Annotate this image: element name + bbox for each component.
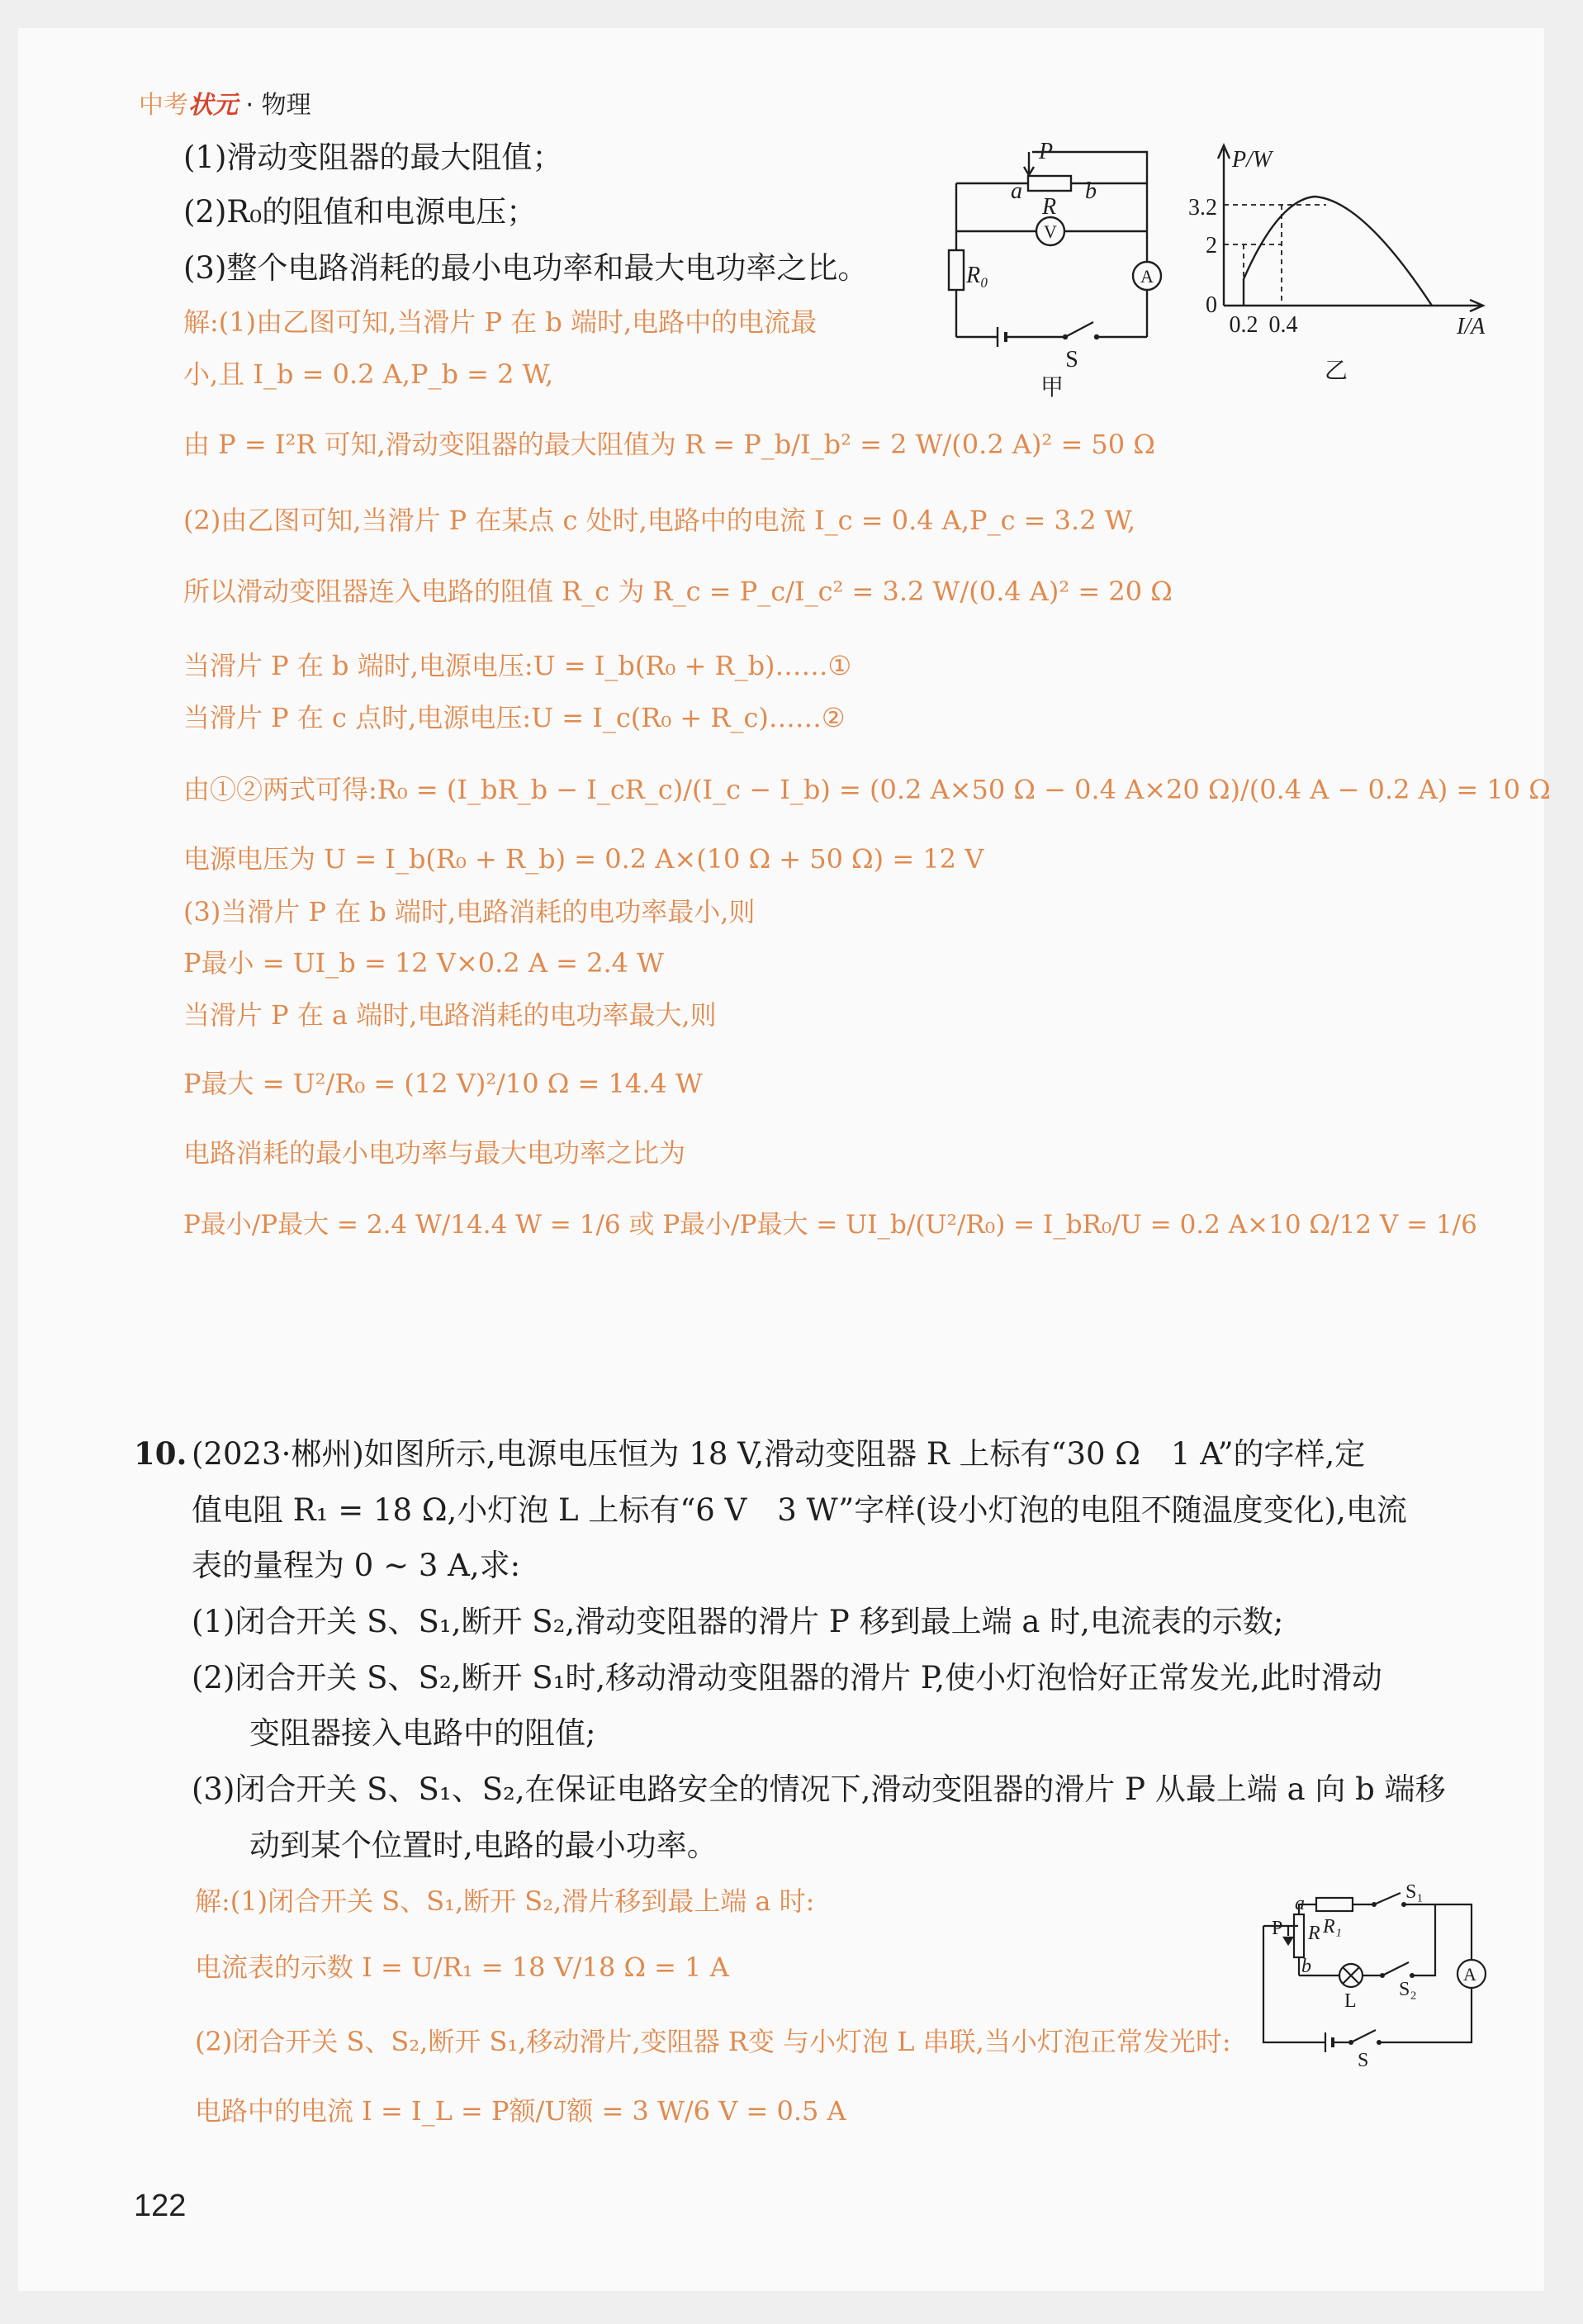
x-axis-label: I/A	[1457, 314, 1486, 339]
p10-question-2: (2)闭合开关 S、S₂,断开 S₁时,移动滑动变阻器的滑片 P,使小灯泡恰好正常发光,此时滑动	[192, 1660, 1382, 1696]
switch-s2-blade	[1382, 1962, 1409, 1975]
ammeter-label: A	[1140, 266, 1154, 287]
switch-contact	[1094, 334, 1099, 339]
x-tick-0-2: 0.2	[1229, 312, 1258, 338]
p9-question-1: (1)滑动变阻器的最大阻值；	[183, 140, 563, 175]
p9-power-current-graph	[1181, 139, 1511, 395]
y-tick-2: 2	[1206, 233, 1217, 258]
p9-solution-line: 电路消耗的最小电功率与最大电功率之比为	[183, 1137, 686, 1169]
p9-solution-line: 当滑片 P 在 a 端时,电路消耗的电功率最大,则	[183, 999, 717, 1031]
p9-solution-line: (3)当滑片 P 在 b 端时,电路消耗的电功率最小,则	[183, 896, 756, 927]
label-a: a	[1295, 1893, 1305, 1914]
switch-blade	[1065, 322, 1093, 337]
label-a: a	[1011, 178, 1022, 204]
y-tick-3-2: 3.2	[1188, 195, 1217, 221]
label-r0: R₀	[966, 263, 988, 288]
running-header	[139, 84, 311, 121]
label-r: R	[1042, 194, 1057, 220]
voltmeter-label: V	[1044, 221, 1057, 242]
resistor-r0-symbol	[949, 250, 964, 290]
p10-question-3: (3)闭合开关 S、S₁、S₂,在保证电路安全的情况下,滑动变阻器的滑片 P 从最上端 a 向 b 端移	[192, 1771, 1446, 1807]
p10-question-1: (1)闭合开关 S、S₁,断开 S₂,滑动变阻器的滑片 P 移到最上端 a 时,电流表的示数;	[192, 1604, 1284, 1639]
p10-solution-line: (2)闭合开关 S、S₂,断开 S₁,移动滑片,变阻器 R变 与小灯泡 L 串联,当小灯泡正常发光时:	[195, 2026, 1231, 2057]
rheostat-symbol	[1028, 176, 1071, 191]
header-dot: ·	[245, 91, 254, 120]
label-s: S	[1358, 2050, 1369, 2071]
p9-solution-line: P最大 = U²/R₀ = (12 V)²/10 Ω = 14.4 W	[183, 1068, 703, 1099]
switch-s-blade	[1351, 2030, 1376, 2042]
page-number: 122	[134, 2189, 187, 2223]
p10-stem-line: 表的量程为 0 ~ 3 A,求:	[192, 1548, 521, 1583]
switch-contact	[1410, 1973, 1415, 1978]
label-s1: S₁	[1405, 1881, 1424, 1903]
switch-pivot	[1372, 1902, 1377, 1907]
p9-solution-line: P最小/P最大 = 2.4 W/14.4 W = 1/6 或 P最小/P最大 = UI_b/(U²/R₀) = I_bR₀/U = 0.2 A×10 Ω/12 V = 1/6	[183, 1210, 1477, 1240]
x-tick-0-4: 0.4	[1268, 312, 1298, 338]
switch-s1-blade	[1374, 1893, 1401, 1904]
p10-number: 10.	[134, 1435, 187, 1472]
figure-caption-yi: 乙	[1324, 358, 1348, 384]
switch-pivot	[1348, 2040, 1353, 2045]
slider-arrow-icon	[1284, 1937, 1292, 1944]
label-r: R	[1308, 1923, 1320, 1944]
p9-circuit-diagram	[941, 139, 1173, 399]
p10-solution-line: 解:(1)闭合开关 S、S₁,断开 S₂,滑片移到最上端 a 时:	[195, 1885, 815, 1917]
p10-solution-line: 电路中的电流 I = I_L = P额/U额 = 3 W/6 V = 0.5 A	[195, 2095, 846, 2127]
p9-solution-line: 由 P = I²R 可知,滑动变阻器的最大阻值为 R = P_b/I_b² = 2 W/(0.2 A)² = 50 Ω	[183, 429, 1155, 460]
label-r1: R₁	[1323, 1916, 1343, 1937]
switch-pivot	[1380, 1973, 1385, 1978]
p9-solution-line: 电源电压为 U = I_b(R₀ + R_b) = 0.2 A×(10 Ω + 50 Ω) = 12 V	[183, 843, 984, 875]
p9-question-3: (3)整个电路消耗的最小电功率和最大电功率之比。	[183, 250, 869, 286]
figure-caption-jia: 甲	[1040, 375, 1064, 399]
switch-contact	[1377, 2040, 1382, 2045]
label-b: b	[1085, 178, 1097, 204]
rheostat-symbol	[1294, 1914, 1304, 1957]
origin-label: 0	[1206, 292, 1217, 318]
p10-circuit-diagram	[1247, 1873, 1495, 2071]
label-l: L	[1344, 1990, 1357, 2012]
p10-stem-line: (2023·郴州)如图所示,电源电压恒为 18 V,滑动变阻器 R 上标有“30 Ω 1 A”的字样,定	[192, 1436, 1366, 1472]
label-s2: S₂	[1399, 1979, 1417, 2000]
wire	[1379, 1989, 1472, 2042]
label-p: P	[1039, 139, 1054, 164]
switch-pivot	[1063, 334, 1068, 339]
p9-solution-line: 解:(1)由乙图可知,当滑片 P 在 b 端时,电路中的电流最	[183, 306, 818, 338]
p9-solution-line: 由①②两式可得:R₀ = (I_bR_b − I_cR_c)/(I_c − I_b) = (0.2 A×50 Ω − 0.4 A×20 Ω)/(0.4 A − 0.2 A) = 10 Ω	[183, 774, 1551, 805]
y-axis-label: P/W	[1232, 147, 1273, 173]
p9-solution-line: (2)由乙图可知,当滑片 P 在某点 c 处时,电路中的电流 I_c = 0.4 A,P_c = 3.2 W,	[183, 505, 1136, 536]
ammeter-label: A	[1463, 1964, 1476, 1985]
brand-logo: 中考状元	[139, 91, 238, 120]
p9-solution-line: 所以滑动变阻器连入电路的阻值 R_c 为 R_c = P_c/I_c² = 3.2 W/(0.4 A)² = 20 Ω	[183, 576, 1173, 607]
p9-solution-line: 小,且 I_b = 0.2 A,P_b = 2 W,	[183, 358, 554, 390]
p10-question-2-cont: 变阻器接入电路中的阻值;	[249, 1715, 596, 1751]
p9-solution-line: 当滑片 P 在 c 点时,电源电压:U = I_c(R₀ + R_c)……②	[183, 702, 846, 733]
header-subject: 物理	[261, 91, 311, 120]
p10-stem-line: 值电阻 R₁ = 18 Ω,小灯泡 L 上标有“6 V 3 W”字样(设小灯泡的电阻不随温度变化),电流	[192, 1492, 1407, 1528]
p9-solution-line: P最小 = UI_b = 12 V×0.2 A = 2.4 W	[183, 947, 665, 979]
p9-question-2: (2)R₀的阻值和电源电压；	[183, 194, 538, 230]
resistor-r1-symbol	[1316, 1898, 1353, 1911]
wire	[1435, 1904, 1472, 1959]
label-b: b	[1301, 1956, 1311, 1977]
p10-solution-line: 电流表的示数 I = U/R₁ = 18 V/18 Ω = 1 A	[195, 1952, 729, 1983]
label-p: P	[1272, 1918, 1283, 1939]
switch-label: S	[1065, 347, 1078, 372]
p10-question-3-cont: 动到某个位置时,电路的最小功率。	[249, 1828, 718, 1863]
wire	[1412, 1904, 1435, 1975]
power-curve	[1244, 197, 1432, 306]
p9-solution-line: 当滑片 P 在 b 端时,电源电压:U = I_b(R₀ + R_b)……①	[183, 650, 852, 681]
